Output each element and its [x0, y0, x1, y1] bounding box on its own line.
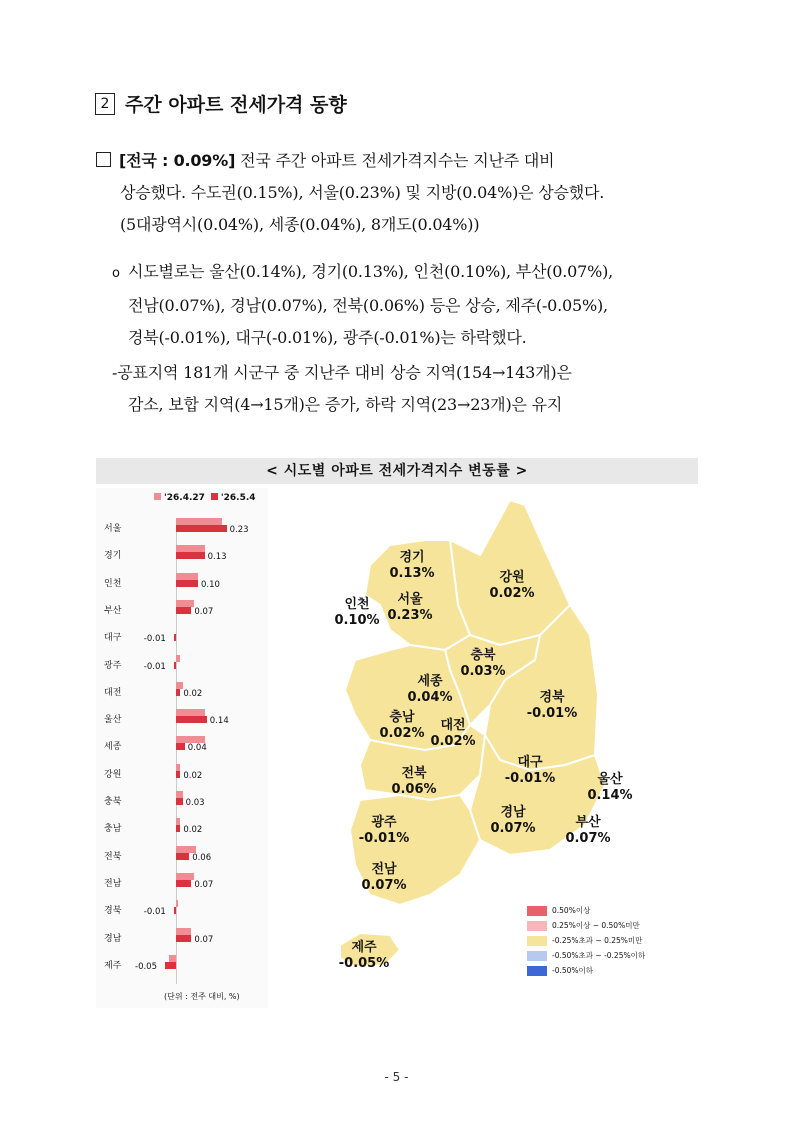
legend-swatch — [527, 966, 547, 976]
legend-label: 0.50%이상 — [552, 906, 591, 915]
legend-swatch — [527, 951, 547, 961]
region-name: 충남 — [389, 710, 415, 725]
legend-label: 0.25%이상 ~ 0.50%미만 — [552, 921, 640, 930]
map-legend-item — [527, 963, 645, 978]
map-label — [453, 648, 513, 680]
bar-prev-week — [176, 655, 180, 662]
legend-swatch — [527, 936, 547, 946]
legend-label-prev: '26.4.27 — [164, 493, 205, 503]
chart-row — [96, 818, 268, 838]
map-label — [400, 674, 460, 706]
category-label: 부산 — [104, 605, 122, 616]
value-label: -0.01 — [143, 907, 166, 918]
figure-title: < 시도별 아파트 전세가격지수 변동률 > — [96, 458, 698, 484]
region-value: 0.03% — [460, 664, 506, 679]
region-name: 전북 — [401, 766, 427, 781]
checkbox-square-icon — [96, 152, 111, 167]
legend-label: -0.25%초과 ~ 0.25%미만 — [552, 936, 643, 945]
p3-line1: 공표지역 181개 시군구 중 지난주 대비 상승 지역(154→143개)은 — [117, 363, 572, 382]
chart-row — [96, 846, 268, 866]
map-legend — [527, 903, 645, 978]
bar-prev-week — [176, 846, 196, 853]
map-label — [334, 940, 394, 972]
bar-prev-week — [176, 928, 191, 935]
p2-line1: 시도별로는 울산(0.14%), 경기(0.13%), 인천(0.10%), 부산(0.07%), — [128, 262, 614, 281]
section-number: 2 — [95, 93, 115, 115]
map-label — [380, 592, 440, 624]
bar-prev-week — [176, 682, 183, 689]
value-label: 0.23 — [229, 525, 249, 535]
bar-prev-week — [169, 955, 176, 962]
map-label — [327, 597, 387, 629]
legend-swatch — [527, 921, 547, 931]
region-value: 0.10% — [334, 613, 380, 628]
value-label: 0.02 — [183, 825, 203, 836]
value-label: 0.07 — [194, 879, 214, 890]
bar-curr-week — [174, 634, 176, 641]
paragraph-regional — [112, 256, 702, 354]
value-label: 0.14 — [209, 716, 229, 727]
bar-prev-week — [176, 573, 198, 580]
chart-row — [96, 791, 268, 811]
category-label: 서울 — [104, 524, 122, 534]
region-name: 경북 — [539, 690, 565, 705]
legend-swatch — [527, 906, 547, 916]
bar-curr-week — [176, 935, 191, 942]
region-value: 0.13% — [389, 566, 435, 581]
bar-curr-week — [176, 552, 205, 559]
chart-row — [96, 955, 268, 975]
value-label: 0.13 — [207, 552, 227, 563]
bar-curr-week — [165, 962, 176, 969]
region-value: 0.04% — [407, 690, 453, 705]
category-label: 제주 — [104, 960, 122, 971]
legend-label: -0.50%이하 — [552, 966, 594, 975]
region-value: -0.01% — [358, 831, 410, 846]
map-label — [354, 862, 414, 894]
category-label: 대구 — [104, 633, 122, 644]
page-number: - 5 - — [384, 1070, 409, 1084]
p1-line3: (5대광역시(0.04%), 세종(0.04%), 8개도(0.04%)) — [120, 215, 480, 234]
value-label: 0.06 — [192, 852, 212, 863]
bar-curr-week — [176, 716, 207, 723]
legend-item-curr — [211, 493, 256, 503]
region-name: 대전 — [440, 718, 466, 733]
map-label — [382, 550, 442, 582]
value-label: 0.10 — [201, 579, 220, 590]
bar-curr-week — [176, 607, 191, 614]
region-name: 충북 — [470, 648, 496, 663]
category-label: 경기 — [104, 551, 122, 562]
chart-row — [96, 518, 268, 538]
bar-prev-week — [176, 900, 178, 907]
bar-curr-week — [176, 798, 183, 805]
category-label: 인천 — [104, 578, 122, 589]
legend-label-curr: '26.5.4 — [220, 493, 256, 503]
map-label — [522, 690, 582, 722]
chart-row — [96, 928, 268, 948]
bar-curr-week — [176, 825, 180, 832]
chart-unit-note: (단위 : 전주 대비, %) — [164, 992, 240, 1001]
category-label: 광주 — [104, 660, 122, 671]
category-label: 강원 — [104, 769, 122, 780]
bar-prev-week — [176, 873, 194, 880]
region-name: 강원 — [499, 570, 525, 585]
paragraph-districts — [112, 357, 702, 421]
region-name: 경남 — [500, 805, 526, 820]
region-name: 인천 — [344, 597, 370, 612]
category-label: 울산 — [104, 715, 122, 726]
category-label: 충북 — [104, 797, 122, 807]
dash-marker: - — [112, 363, 118, 382]
bar-curr-week — [176, 880, 191, 887]
value-label: -0.01 — [143, 634, 166, 645]
category-label: 대전 — [104, 687, 122, 698]
map-legend-item — [527, 933, 645, 948]
region-name: 대구 — [517, 755, 543, 770]
region-name: 광주 — [371, 815, 397, 830]
map-label — [482, 570, 542, 602]
bar-curr-week — [174, 907, 176, 914]
chart-row — [96, 600, 268, 620]
map-legend-item — [527, 903, 645, 918]
region-name: 세종 — [417, 674, 443, 689]
bar-chart — [96, 488, 268, 1008]
category-label: 경북 — [104, 906, 122, 917]
bar-prev-week — [176, 791, 183, 798]
region-value: 0.07% — [361, 878, 407, 893]
section-title: 주간 아파트 전세가격 동향 — [125, 94, 347, 116]
bar-curr-week — [176, 771, 180, 778]
bar-curr-week — [176, 743, 185, 750]
legend-label: -0.50%초과 ~ -0.25%이하 — [552, 951, 646, 960]
category-label: 전북 — [104, 851, 122, 862]
region-value: 0.07% — [490, 821, 536, 836]
chart-row — [96, 627, 268, 647]
map-label — [483, 805, 543, 837]
p2-line3: 경북(-0.01%), 대구(-0.01%), 광주(-0.01%)는 하락했다. — [128, 328, 527, 347]
section-heading — [95, 90, 347, 117]
bar-curr-week — [176, 689, 180, 696]
region-value: 0.02% — [430, 734, 476, 749]
map-label — [423, 718, 483, 750]
map-label — [558, 815, 618, 847]
bar-curr-week — [176, 580, 198, 587]
region-value: 0.07% — [565, 831, 611, 846]
p1-line1: 전국 주간 아파트 전세가격지수는 지난주 대비 — [235, 151, 555, 170]
value-label: 0.02 — [183, 688, 203, 699]
legend-swatch-curr — [211, 493, 218, 500]
map-label — [500, 755, 560, 787]
region-name: 서울 — [397, 592, 423, 607]
bullet-icon: o — [112, 266, 120, 281]
region-value: -0.01% — [526, 706, 578, 721]
chart-row — [96, 736, 268, 756]
region-value: 0.06% — [391, 782, 437, 797]
value-label: 0.04 — [187, 743, 207, 754]
bar-curr-week — [176, 853, 189, 860]
chart-legend — [154, 493, 256, 503]
region-value: -0.01% — [504, 771, 556, 786]
category-label: 전남 — [104, 878, 122, 889]
value-label: 0.07 — [194, 606, 214, 617]
chart-row — [96, 573, 268, 593]
chart-row — [96, 655, 268, 675]
paragraph-national — [96, 145, 701, 241]
category-label: 충남 — [104, 824, 122, 835]
bar-prev-week — [176, 764, 180, 771]
map-legend-item — [527, 948, 645, 963]
region-name: 울산 — [597, 772, 623, 787]
value-label: -0.01 — [143, 661, 166, 672]
region-value: -0.05% — [338, 956, 390, 971]
region-value: 0.23% — [387, 608, 433, 623]
legend-swatch-prev — [154, 493, 161, 500]
category-label: 세종 — [104, 742, 122, 753]
chart-row — [96, 900, 268, 920]
map-label — [354, 815, 414, 847]
value-label: 0.07 — [194, 934, 214, 945]
chart-row — [96, 764, 268, 784]
chart-row — [96, 709, 268, 729]
bar-curr-week — [176, 525, 227, 532]
map-label — [384, 766, 444, 798]
bar-curr-week — [174, 662, 176, 669]
national-lead: [전국 : 0.09%] — [119, 151, 236, 170]
region-name: 경기 — [399, 550, 425, 565]
p2-line2: 전남(0.07%), 경남(0.07%), 전북(0.06%) 등은 상승, 제주(-0.05%), — [128, 296, 608, 315]
bar-prev-week — [176, 818, 180, 825]
region-value: 0.02% — [379, 726, 425, 741]
category-label: 경남 — [104, 933, 122, 944]
legend-item-prev — [154, 493, 205, 503]
bar-prev-week — [176, 518, 222, 525]
bar-prev-week — [176, 709, 205, 716]
value-label: 0.03 — [185, 798, 205, 808]
region-value: 0.02% — [489, 586, 535, 601]
region-name: 전남 — [371, 862, 397, 877]
region-value: 0.14% — [587, 788, 633, 803]
chart-row — [96, 682, 268, 702]
chart-row — [96, 873, 268, 893]
bar-prev-week — [176, 545, 205, 552]
bar-prev-week — [176, 736, 205, 743]
region-name: 제주 — [351, 940, 377, 955]
p3-line2: 감소, 보합 지역(4→15개)은 증가, 하락 지역(23→23개)은 유지 — [128, 395, 563, 414]
bar-prev-week — [176, 600, 194, 607]
region-name: 부산 — [575, 815, 601, 830]
map-label — [580, 772, 640, 804]
value-label: 0.02 — [183, 770, 203, 781]
map-legend-item — [527, 918, 645, 933]
value-label: -0.05 — [135, 961, 157, 972]
chart-row — [96, 545, 268, 565]
p1-line2: 상승했다. 수도권(0.15%), 서울(0.23%) 및 지방(0.04%)은 상승했다. — [120, 183, 605, 202]
